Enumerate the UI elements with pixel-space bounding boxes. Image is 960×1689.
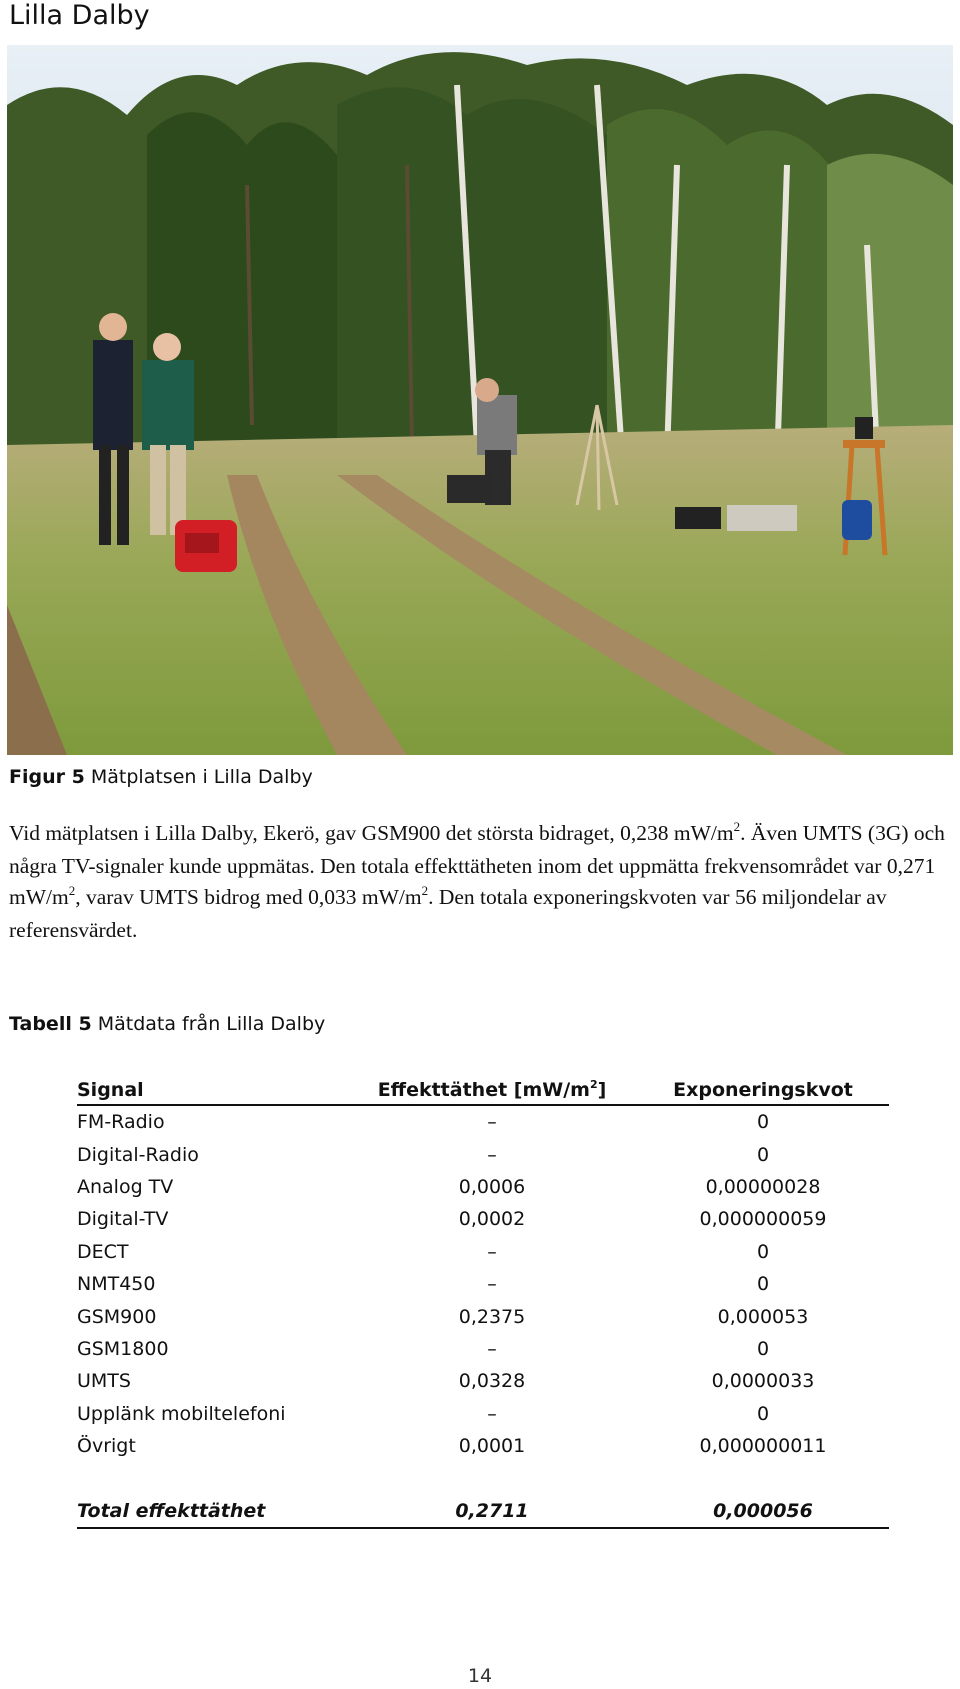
- cell-exposure-ratio: 0: [756, 1402, 770, 1425]
- table-label: Tabell 5: [9, 1013, 92, 1035]
- header-power-density: [347, 1068, 637, 1105]
- measurement-table: [77, 1068, 889, 1529]
- cell-exposure-ratio: 0,000000011: [699, 1435, 827, 1458]
- table-row: [77, 1333, 889, 1365]
- table-body: [77, 1105, 889, 1528]
- figure-caption-text: Mätplatsen i Lilla Dalby: [90, 766, 313, 788]
- cell-signal: FM-Radio: [77, 1111, 165, 1134]
- table-row: [77, 1138, 889, 1170]
- header-exposure-ratio: Exponeringskvot: [637, 1068, 889, 1105]
- table-row: [77, 1236, 889, 1268]
- table-header-row: [77, 1068, 889, 1105]
- table-row: [77, 1171, 889, 1203]
- paragraph-superscript-1: 2: [733, 819, 741, 834]
- cell-power-density: –: [487, 1111, 497, 1134]
- cell-signal: NMT450: [77, 1273, 156, 1296]
- cell-exposure-ratio: 0: [756, 1111, 770, 1134]
- cell-power-density: 0,0006: [458, 1175, 526, 1198]
- paragraph-sentence-1: Vid mätplatsen i Lilla Dalby, Ekerö, gav GSM900 det största bidraget, 0,238 mW/m: [9, 821, 734, 845]
- paragraph-sentence-4: . Den totala exponeringskvoten var 56 miljondelar av referensvärdet.: [9, 885, 887, 942]
- paragraph-superscript-2: 2: [68, 883, 76, 898]
- table-caption-text: Mätdata från Lilla Dalby: [97, 1013, 326, 1035]
- cell-power-density: 0,0002: [458, 1208, 526, 1231]
- cell-signal: UMTS: [77, 1370, 131, 1393]
- cell-power-density: –: [487, 1143, 497, 1166]
- site-photo: [7, 45, 953, 755]
- table-total-row: [77, 1494, 889, 1528]
- table-row: [77, 1398, 889, 1430]
- cell-exposure-ratio: 0: [756, 1337, 770, 1360]
- table-row: [77, 1203, 889, 1235]
- total-exposure-ratio: 0,000056: [637, 1494, 889, 1528]
- cell-signal: Upplänk mobiltelefoni: [77, 1402, 286, 1425]
- cell-power-density: –: [487, 1273, 497, 1296]
- table-row: [77, 1268, 889, 1300]
- table-row: [77, 1105, 889, 1138]
- cell-power-density: –: [487, 1337, 497, 1360]
- cell-signal: Övrigt: [77, 1435, 136, 1458]
- cell-exposure-ratio: 0,00000028: [705, 1175, 821, 1198]
- table-row: [77, 1300, 889, 1332]
- cell-exposure-ratio: 0,000000059: [699, 1208, 827, 1231]
- cell-signal: GSM900: [77, 1305, 157, 1328]
- cell-signal: Digital-TV: [77, 1208, 169, 1231]
- cell-power-density: 0,2375: [458, 1305, 526, 1328]
- header-signal: Signal: [77, 1068, 347, 1105]
- body-paragraph: [9, 818, 954, 946]
- cell-signal: Digital-Radio: [77, 1143, 199, 1166]
- cell-signal: GSM1800: [77, 1337, 169, 1360]
- cell-exposure-ratio: 0: [756, 1240, 770, 1263]
- table-row: [77, 1365, 889, 1397]
- header-power-text: Effekttäthet [mW/m: [377, 1079, 590, 1101]
- total-power-density: 0,2711: [347, 1494, 637, 1528]
- cell-power-density: 0,0328: [458, 1370, 526, 1393]
- cell-signal: Analog TV: [77, 1175, 174, 1198]
- paragraph-superscript-3: 2: [421, 883, 429, 898]
- cell-exposure-ratio: 0,000053: [717, 1305, 809, 1328]
- table-caption: [9, 1012, 325, 1036]
- table-spacer-cell: [77, 1462, 889, 1494]
- cell-exposure-ratio: 0: [756, 1273, 770, 1296]
- table-row: [77, 1430, 889, 1462]
- cell-power-density: 0,0001: [458, 1435, 526, 1458]
- figure-label: Figur 5: [9, 766, 85, 788]
- figure-caption: [9, 765, 313, 789]
- header-power-end: ]: [597, 1079, 607, 1101]
- total-label: Total effekttäthet: [77, 1494, 347, 1528]
- paragraph-sentence-3: , varav UMTS bidrog med 0,033 mW/m: [75, 885, 422, 909]
- table-spacer-row: [77, 1462, 889, 1494]
- paragraph-sentence-2: Även UMTS (3G) och några TV-signaler kunde uppmätas. Den totala effekttätheten inom det uppmätta frekvensområdet var 0,271 mW/m: [9, 821, 945, 909]
- cell-power-density: –: [487, 1240, 497, 1263]
- cell-exposure-ratio: 0: [756, 1143, 770, 1166]
- cell-exposure-ratio: 0,0000033: [711, 1370, 815, 1393]
- cell-power-density: –: [487, 1402, 497, 1425]
- paragraph-sentence-1-end: .: [740, 821, 746, 845]
- header-power-superscript: 2: [589, 1078, 598, 1091]
- cell-signal: DECT: [77, 1240, 129, 1263]
- page-title: Lilla Dalby: [9, 0, 150, 31]
- page-number: 14: [467, 1665, 493, 1687]
